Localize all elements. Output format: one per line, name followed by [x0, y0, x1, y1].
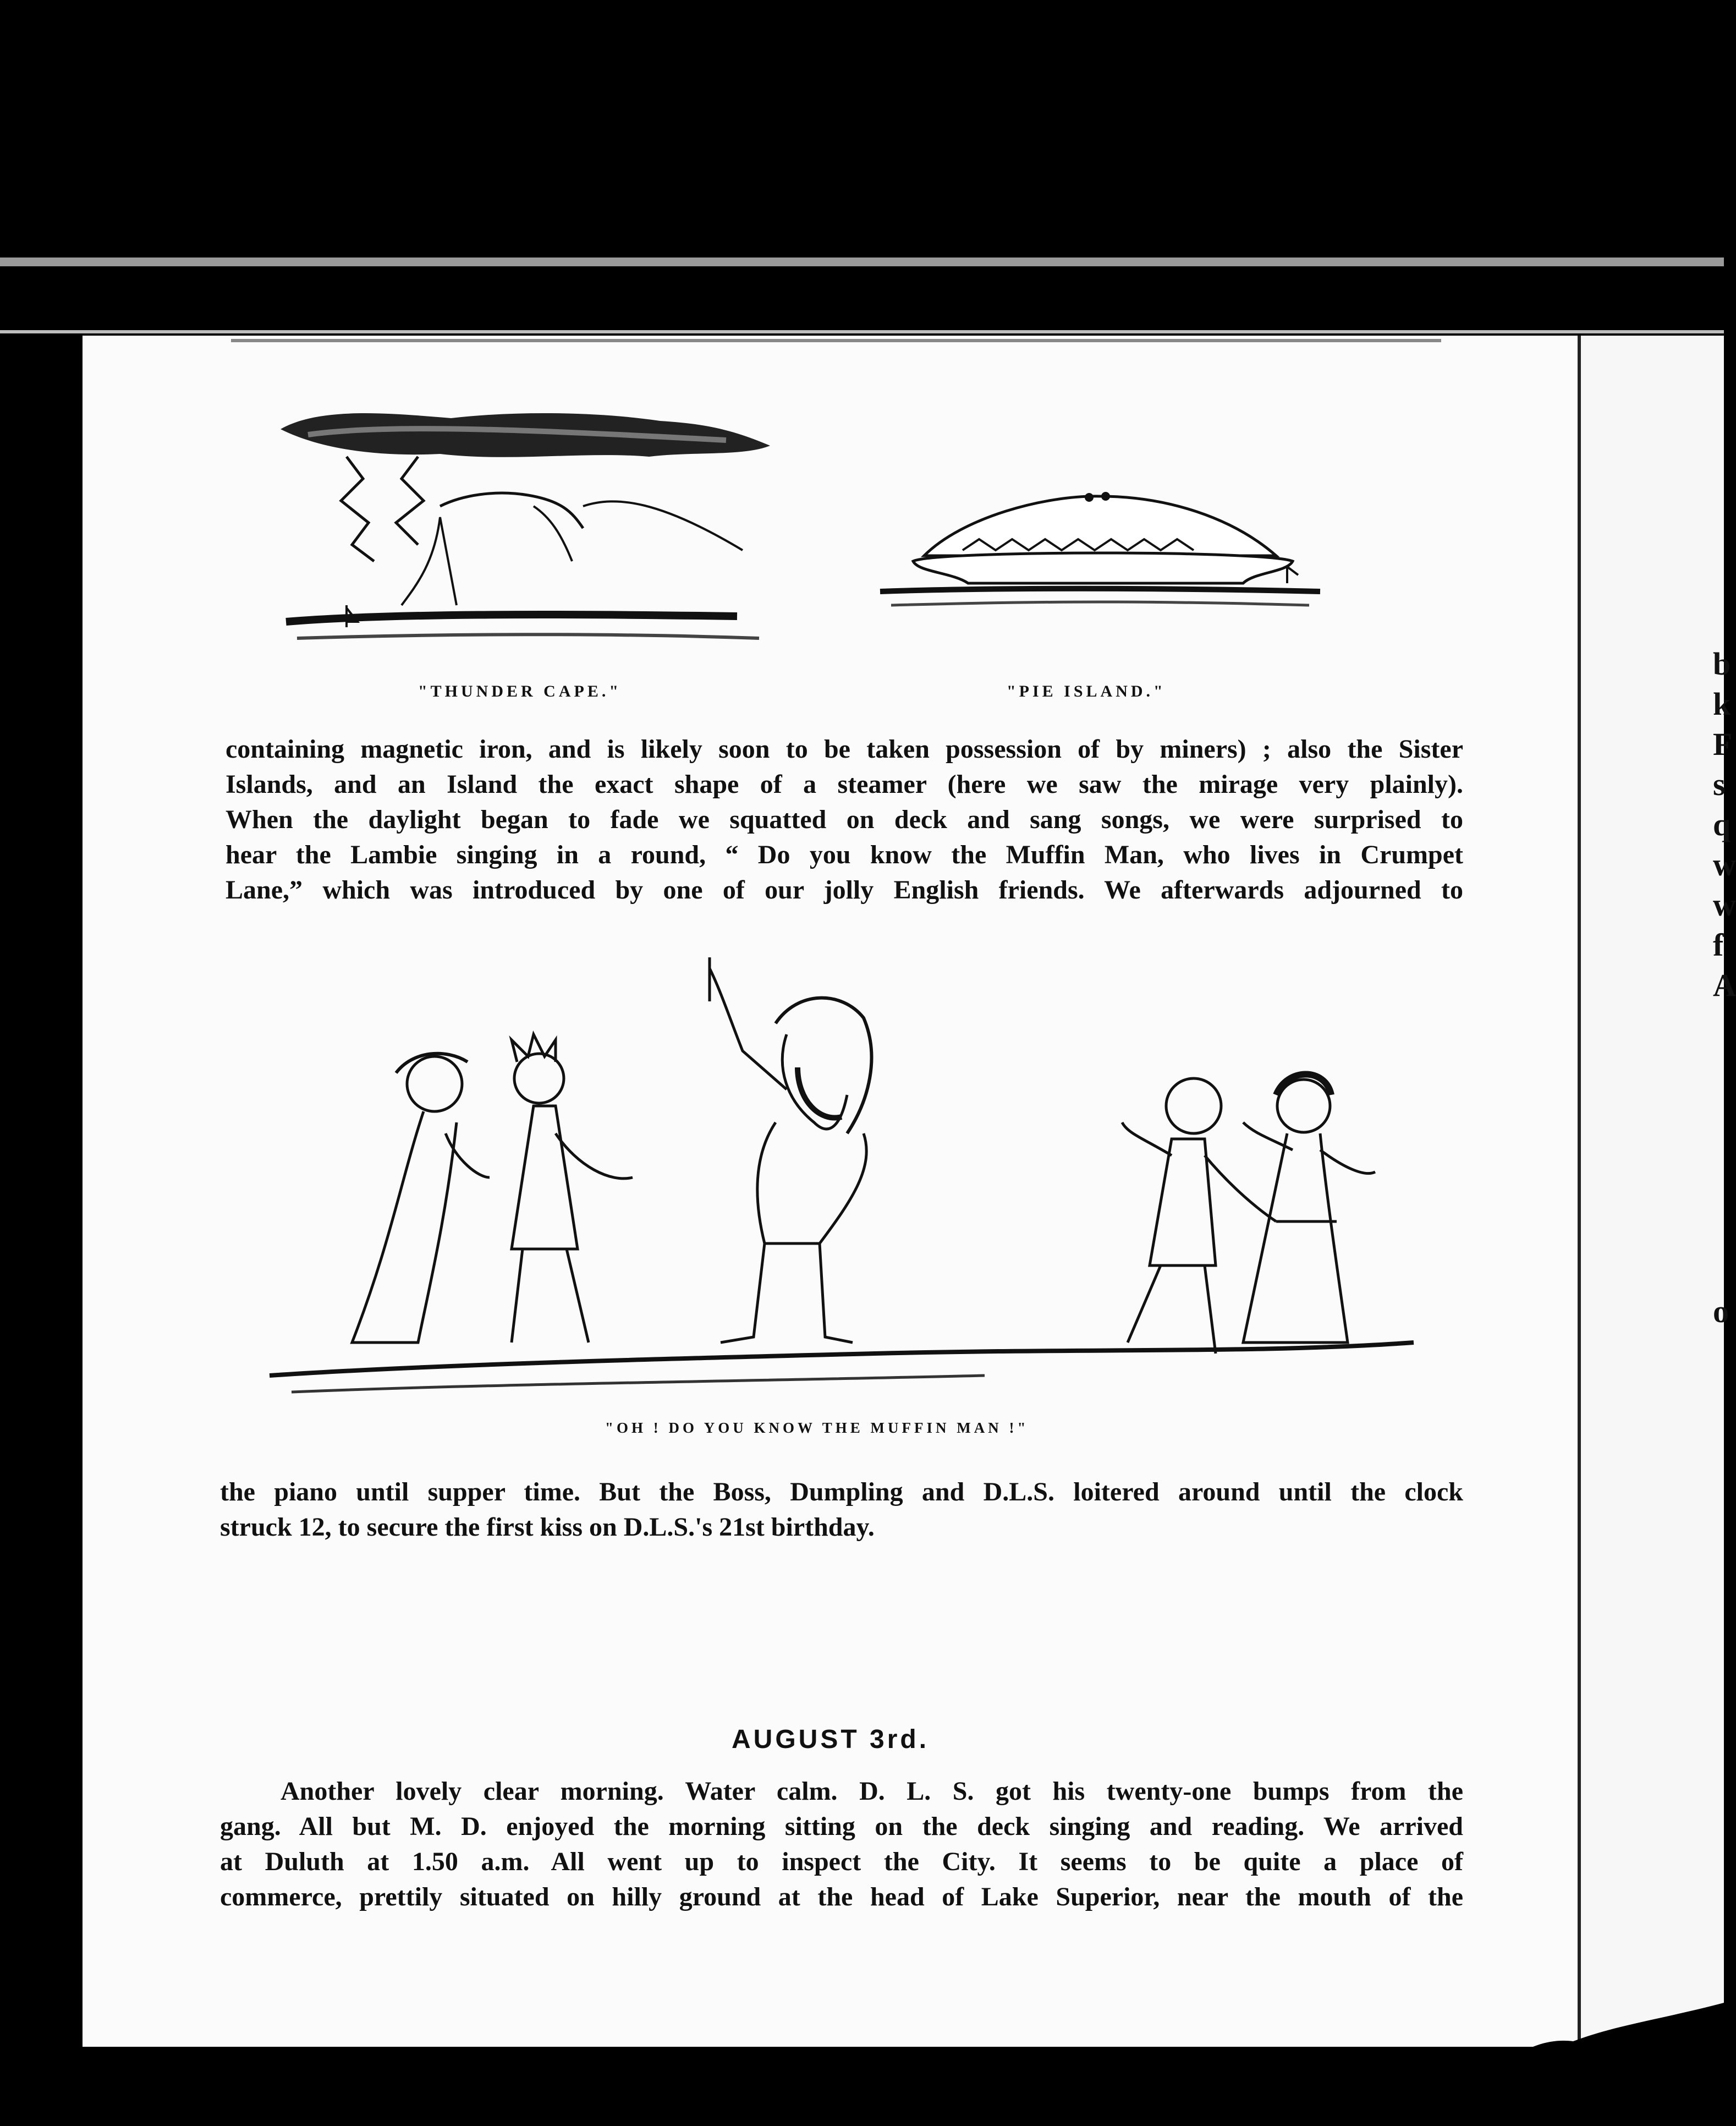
thunder-cape-illustration [275, 396, 787, 660]
muffin-man-illustration [270, 957, 1430, 1398]
paragraph-2 [220, 1475, 1463, 1545]
clipped-letter: b [1713, 646, 1731, 682]
paragraph-line: Lane,” which was introduced by one of our jolly English friends. We afterwards adjourned to [226, 875, 1463, 905]
paragraph-3 [220, 1774, 1463, 1915]
muffin-man-caption: "OH ! DO YOU KNOW THE MUFFIN MAN !" [605, 1420, 1029, 1436]
paragraph-line: Another lovely clear morning. Water calm. D. L. S. got his twenty-one bumps from the [281, 1777, 1463, 1806]
paragraph-line: commerce, prettily situated on hilly ground at the head of Lake Superior, near the mouth of the [220, 1882, 1463, 1911]
paragraph-line: hear the Lambie singing in a round, “ Do you know the Muffin Man, who lives in Crumpet [226, 840, 1463, 869]
paragraph-line: at Duluth at 1.50 a.m. All went up to inspect the City. It seems to be quite a place of [220, 1847, 1463, 1876]
paragraph-line: gang. All but M. D. enjoyed the morning sitting on the deck singing and reading. We arrived [220, 1812, 1463, 1841]
paragraph-1 [226, 732, 1463, 908]
paragraph-line: the piano until supper time. But the Boss, Dumpling and D.L.S. loitered around until the clock [220, 1477, 1463, 1506]
clipped-letter: A [1713, 967, 1736, 1003]
clipped-letter: q [1713, 807, 1731, 842]
torn-corner [1463, 2003, 1724, 2126]
paragraph-line: struck 12, to secure the first kiss on D.L.S.'s 21st birthday. [220, 1513, 875, 1542]
clipped-letter-stray: o [1713, 1294, 1729, 1329]
adjacent-page-edge [1581, 336, 1736, 2047]
pie-island-caption: "PIE ISLAND." [1007, 682, 1166, 700]
clipped-letter: k [1713, 686, 1731, 722]
pie-island-illustration [880, 484, 1320, 616]
scanner-edge-line [0, 330, 1724, 333]
paragraph-line: When the daylight began to fade we squatted on deck and sang songs, we were surprised to [226, 805, 1463, 834]
clipped-header-text [231, 337, 1441, 346]
date-heading: AUGUST 3rd. [732, 1725, 930, 1754]
clipped-letter: f [1713, 927, 1724, 963]
paragraph-line: containing magnetic iron, and is likely soon to be taken possession of by miners) ; also the Sister [226, 735, 1463, 764]
clipped-letter: w [1713, 847, 1736, 883]
thunder-cape-caption: "THUNDER CAPE." [418, 682, 622, 700]
clipped-letter: s [1713, 766, 1726, 802]
clipped-letter: F [1713, 726, 1733, 762]
paragraph-line: Islands, and an Island the exact shape of a steamer (here we saw the mirage very plainly). [226, 770, 1463, 799]
scanner-gray-band [0, 257, 1724, 266]
clipped-letter: w [1713, 887, 1736, 923]
adjacent-page-letters [1713, 644, 1735, 1005]
